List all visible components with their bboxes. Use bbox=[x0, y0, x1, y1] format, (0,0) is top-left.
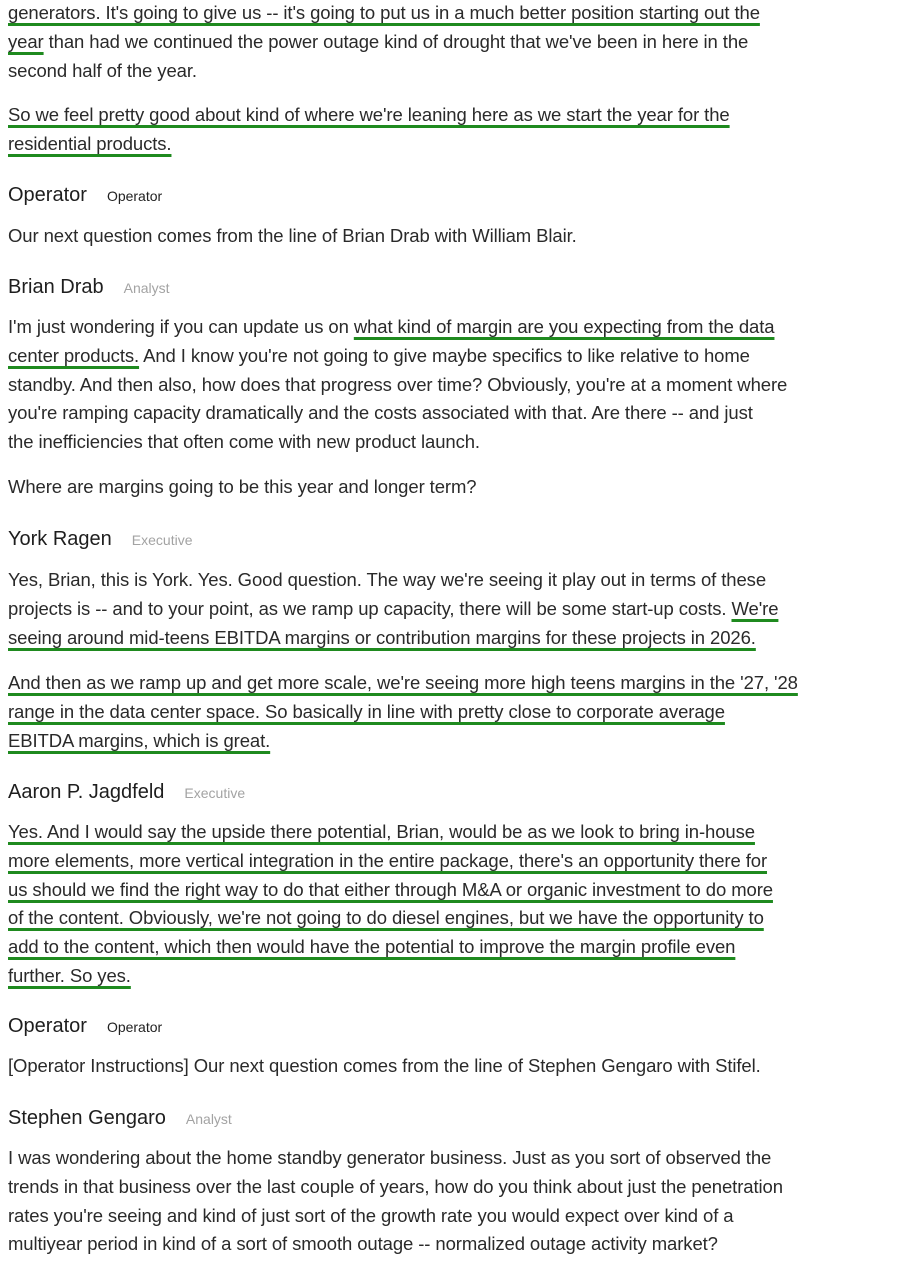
speaker-name: Operator bbox=[8, 184, 87, 206]
transcript-paragraph bbox=[8, 1052, 761, 1081]
paragraph-line bbox=[8, 1052, 761, 1081]
transcript-paragraph bbox=[8, 473, 476, 502]
line-text: you're ramping capacity dramatically and the costs associated with that. Are there -- and just bbox=[8, 402, 753, 424]
paragraph-line bbox=[8, 428, 787, 457]
speaker-header bbox=[8, 528, 192, 551]
highlighted-text: So we feel pretty good about kind of where we're leaning here as we start the year for the bbox=[8, 104, 730, 125]
speaker-role-badge: Executive bbox=[131, 532, 193, 548]
paragraph-line bbox=[8, 566, 778, 595]
speaker-role-badge: Analyst bbox=[185, 1111, 232, 1127]
highlighted-text: center products. bbox=[8, 344, 140, 366]
line-text: rates you're seeing and kind of just sort of the growth rate you would expect over kind of a bbox=[8, 1204, 734, 1226]
highlighted-text: range in the data center space. So basically in line with pretty close to corporate average bbox=[8, 700, 725, 722]
highlighted-text: Yes. And I would say the upside there potential, Brian, would be as we look to bring in-house bbox=[8, 821, 755, 842]
speaker-name: Operator bbox=[8, 1015, 87, 1037]
speaker-header bbox=[8, 781, 245, 804]
speaker-name: Aaron P. Jagdfeld bbox=[8, 781, 165, 803]
speaker-name: Stephen Gengaro bbox=[8, 1107, 166, 1129]
speaker-role-badge: Operator bbox=[106, 1019, 163, 1035]
highlighted-text: of the content. Obviously, we're not going to do diesel engines, but we have the opportunity to bbox=[8, 907, 764, 929]
speaker-name: York Ragen bbox=[8, 528, 112, 550]
paragraph-line bbox=[8, 399, 787, 428]
transcript-paragraph bbox=[8, 313, 787, 457]
highlighted-text: We're bbox=[731, 597, 779, 619]
line-text: Yes, Brian, this is York. Yes. Good question. The way we're seeing it play out in terms of these bbox=[8, 569, 767, 590]
line-text: second half of the year. bbox=[8, 59, 197, 81]
highlighted-text: EBITDA margins, which is great. bbox=[8, 729, 271, 751]
paragraph-line bbox=[8, 57, 760, 86]
paragraph-line bbox=[8, 698, 798, 727]
paragraph-line bbox=[8, 0, 760, 28]
line-text: the inefficiencies that often come with new product launch. bbox=[8, 431, 480, 453]
highlighted-text: us should we find the right way to do that either through M&A or organic investment to do more bbox=[8, 878, 773, 900]
line-text: projects is -- and to your point, as we ramp up capacity, there will be some start-up costs. bbox=[8, 597, 732, 619]
speaker-role-badge: Analyst bbox=[123, 280, 170, 296]
line-text: multiyear period in kind of a sort of smooth outage -- normalized outage activity market? bbox=[8, 1233, 718, 1255]
line-text: trends in that business over the last couple of years, how do you think about just the penetration bbox=[8, 1175, 783, 1197]
speaker-header bbox=[8, 1015, 162, 1038]
paragraph-line bbox=[8, 876, 773, 905]
paragraph-line bbox=[8, 342, 787, 371]
highlighted-text: And then as we ramp up and get more scale, we're seeing more high teens margins in the '27, '28 bbox=[8, 672, 798, 693]
transcript-paragraph bbox=[8, 1144, 783, 1259]
transcript-paragraph bbox=[8, 669, 798, 755]
paragraph-line bbox=[8, 222, 577, 251]
line-text: Where are margins going to be this year and longer term? bbox=[8, 476, 477, 497]
transcript-paragraph bbox=[8, 0, 760, 85]
highlighted-text: what kind of margin are you expecting from the data bbox=[353, 316, 775, 337]
highlighted-text: more elements, more vertical integration in the entire package, there's an opportunity there for bbox=[8, 849, 768, 871]
speaker-name: Brian Drab bbox=[8, 276, 104, 298]
paragraph-line bbox=[8, 933, 773, 962]
speaker-role-badge: Executive bbox=[184, 785, 246, 801]
paragraph-line bbox=[8, 1144, 783, 1173]
paragraph-line bbox=[8, 595, 778, 624]
highlighted-text: year bbox=[8, 30, 44, 52]
speaker-header bbox=[8, 1107, 232, 1130]
line-text: than had we continued the power outage kind of drought that we've been in here in the bbox=[43, 30, 749, 52]
paragraph-line bbox=[8, 130, 730, 159]
paragraph-line bbox=[8, 1230, 783, 1259]
highlighted-text: further. So yes. bbox=[8, 964, 131, 986]
transcript-paragraph bbox=[8, 101, 730, 159]
paragraph-line bbox=[8, 904, 773, 933]
speaker-role-badge: Operator bbox=[106, 188, 163, 204]
paragraph-line bbox=[8, 1202, 783, 1231]
paragraph-line bbox=[8, 473, 476, 502]
paragraph-line bbox=[8, 313, 787, 342]
paragraph-line bbox=[8, 28, 760, 57]
highlighted-text: generators. It's going to give us -- it's going to put us in a much better position starting out the bbox=[8, 2, 760, 23]
transcript-paragraph bbox=[8, 566, 778, 652]
paragraph-line bbox=[8, 847, 773, 876]
highlighted-text: seeing around mid-teens EBITDA margins or contribution margins for these projects in 2026. bbox=[8, 626, 756, 648]
paragraph-line bbox=[8, 818, 773, 847]
line-text: And I know you're not going to give maybe specifics to like relative to home bbox=[139, 344, 750, 366]
line-text: standby. And then also, how does that progress over time? Obviously, you're at a moment where bbox=[8, 373, 788, 395]
line-text: [Operator Instructions] Our next question comes from the line of Stephen Gengaro with Stifel. bbox=[8, 1055, 761, 1076]
line-text: Our next question comes from the line of Brian Drab with William Blair. bbox=[8, 225, 577, 246]
paragraph-line bbox=[8, 669, 798, 698]
transcript-paragraph bbox=[8, 222, 577, 251]
speaker-header bbox=[8, 184, 162, 207]
paragraph-line bbox=[8, 624, 778, 653]
paragraph-line bbox=[8, 371, 787, 400]
highlighted-text: add to the content, which then would have the potential to improve the margin profile even bbox=[8, 936, 736, 958]
paragraph-line bbox=[8, 727, 798, 756]
paragraph-line bbox=[8, 1173, 783, 1202]
line-text: I'm just wondering if you can update us on bbox=[8, 316, 354, 337]
paragraph-line bbox=[8, 101, 730, 130]
line-text: I was wondering about the home standby generator business. Just as you sort of observed the bbox=[8, 1147, 772, 1168]
speaker-header bbox=[8, 276, 170, 299]
paragraph-line bbox=[8, 962, 773, 991]
highlighted-text: residential products. bbox=[8, 132, 172, 154]
transcript-paragraph bbox=[8, 818, 773, 991]
